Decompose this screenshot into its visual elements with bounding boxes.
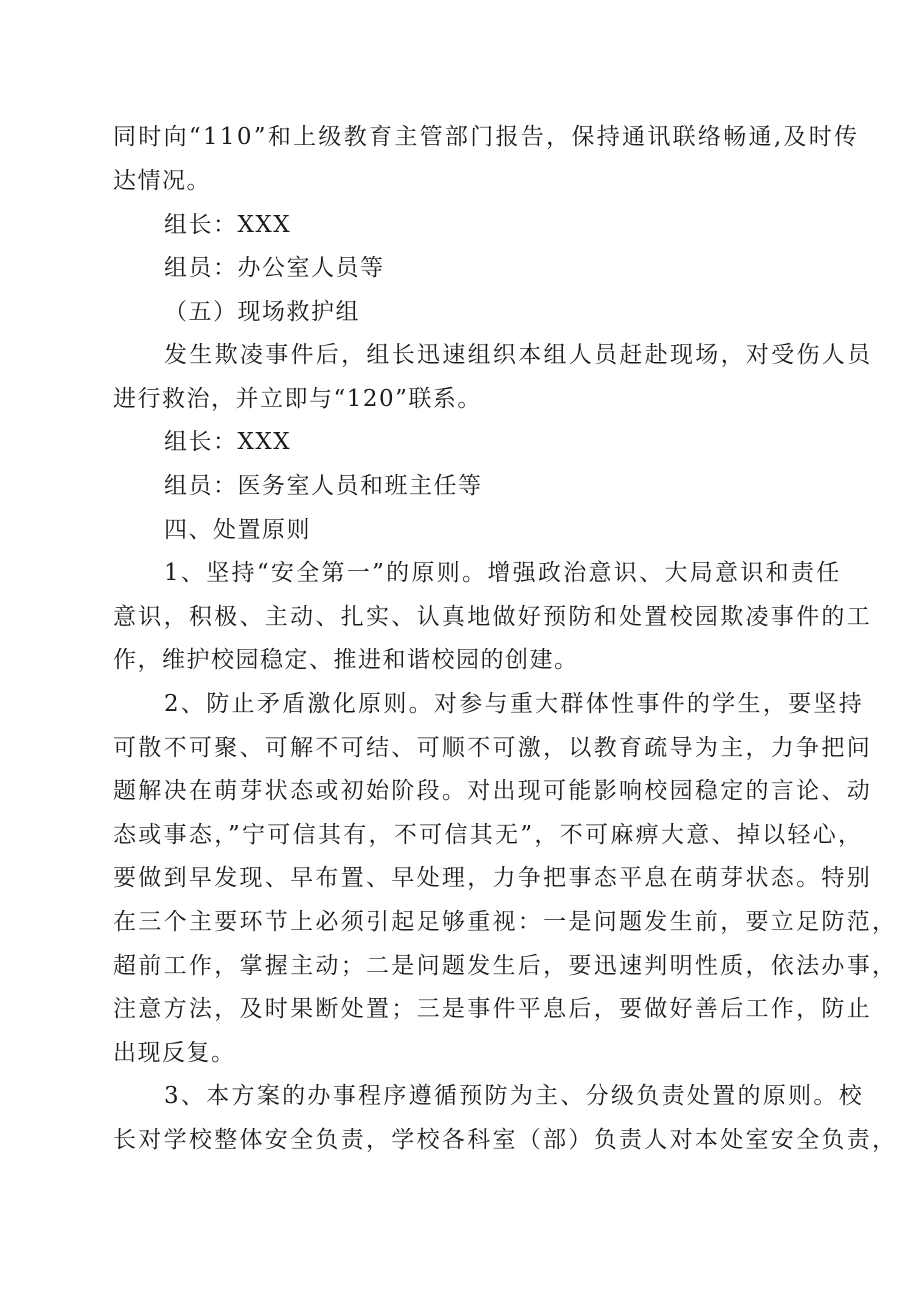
paragraph-line: 2、防止矛盾激化原则。对参与重大群体性事件的学生，要坚持 xyxy=(164,691,865,717)
paragraph-line: 组长：XXX xyxy=(164,429,292,455)
paragraph-line: 长对学校整体安全负责，学校各科室（部）负责人对本处室安全负责， xyxy=(113,1127,898,1153)
paragraph-line: 组员：医务室人员和班主任等 xyxy=(164,473,483,499)
paragraph-line: 出现反复。 xyxy=(113,1040,236,1066)
paragraph-line: 态或事态，”宁可信其有，不可信其无”，不可麻痹大意、掉以轻心， xyxy=(113,822,864,848)
paragraph-line: 作，维护校园稳定、推进和谐校园的创建。 xyxy=(113,647,579,673)
paragraph-line: 要做到早发现、早布置、早处理，力争把事态平息在萌芽状态。特别 xyxy=(113,865,872,891)
paragraph-line: 进行救治，并立即与“120”联系。 xyxy=(113,386,482,412)
paragraph-line: 组长：XXX xyxy=(164,212,292,238)
paragraph-line: 达情况。 xyxy=(113,168,211,194)
paragraph-line: 超前工作，掌握主动；二是问题发生后，要迅速判明性质，依法办事， xyxy=(113,953,898,979)
paragraph-line: 意识，积极、主动、扎实、认真地做好预防和处置校园欺凌事件的工 xyxy=(113,604,872,630)
paragraph-line: 同时向“110”和上级教育主管部门报告，保持通讯联络畅通,及时传 xyxy=(113,124,860,150)
paragraph-line: 注意方法，及时果断处置；三是事件平息后，要做好善后工作，防止 xyxy=(113,996,872,1022)
section-heading: 四、处置原则 xyxy=(164,517,311,543)
paragraph-line: 发生欺凌事件后，组长迅速组织本组人员赶赴现场，对受伤人员 xyxy=(164,342,873,368)
section-heading: （五）现场救护组 xyxy=(164,299,360,325)
paragraph-line: 题解决在萌芽状态或初始阶段。对出现可能影响校园稳定的言论、动 xyxy=(113,778,872,804)
paragraph-line: 可散不可聚、可解不可结、可顺不可激，以教育疏导为主，力争把问 xyxy=(113,735,872,761)
paragraph-line: 在三个主要环节上必须引起足够重视：一是问题发生前，要立足防范， xyxy=(113,909,898,935)
paragraph-line: 1、坚持“安全第一”的原则。增强政治意识、大局意识和责任 xyxy=(164,560,842,586)
paragraph-line: 3、本方案的办事程序遵循预防为主、分级负责处置的原则。校 xyxy=(164,1083,865,1109)
paragraph-line: 组员：办公室人员等 xyxy=(164,255,385,281)
